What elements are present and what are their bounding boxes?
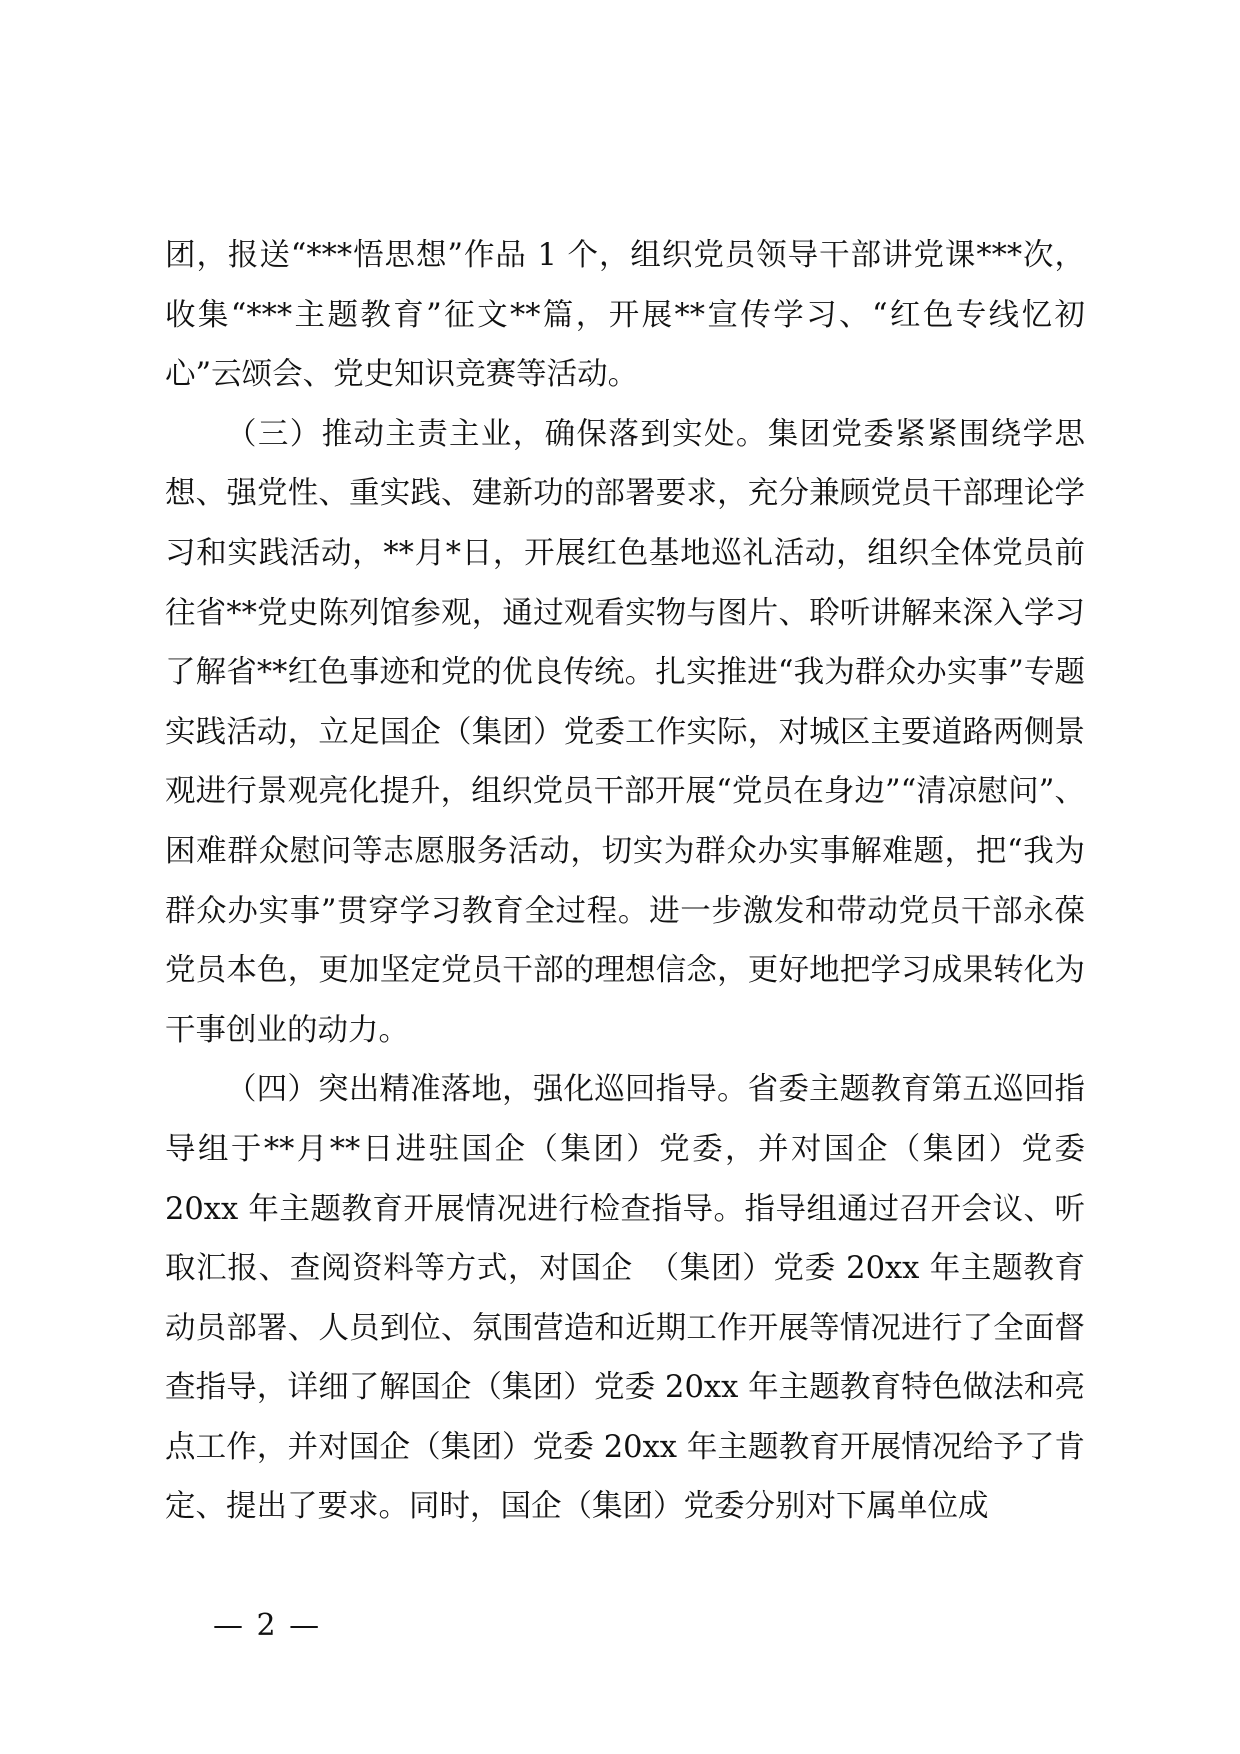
- page-number: — 2 —: [213, 1608, 322, 1643]
- paragraph-section-three: （三）推动主责主业，确保落到实处。集团党委紧紧围绕学思想、强党性、重实践、建新功的部署要求，充分兼顾党员干部理论学习和实践活动，**月*日，开展红色基地巡礼活动，组织全体党员前往省**党史陈列馆参观，通过观看实物与图片、聆听讲解来深入学习了解省**红色事迹和党的优良传统。扎实推进“我为群众办实事”专题实践活动，立足国企（集团）党委工作实际，对城区主要道路两侧景观进行景观亮化提升，组织党员干部开展“党员在身边”“清凉慰问”、困难群众慰问等志愿服务活动，切实为群众办实事解难题，把“我为群众办实事”贯穿学习教育全过程。进一步激发和带动党员干部永葆党员本色，更加坚定党员干部的理想信念，更好地把学习成果转化为干事创业的动力。: [165, 416, 1085, 1048]
- paragraph-section-four: （四）突出精准落地，强化巡回指导。省委主题教育第五巡回指导组于**月**日进驻国企（集团）党委，并对国企（集团）党委 20xx 年主题教育开展情况进行检查指导。指导组通过召开会议、听取汇报、查阅资料等方式，对国企 （集团）党委 20xx 年主题教育动员部署、人员到位、氛围营造和近期工作开展等情况进行了全面督查指导，详细了解国企（集团）党委 20xx 年主题教育特色做法和亮点工作，并对国企（集团）党委 20xx 年主题教育开展情况给予了肯定、提出了要求。同时，国企（集团）党委分别对下属单位成: [165, 1072, 1085, 1525]
- document-body: [165, 226, 1085, 1537]
- paragraph-continuation: 团，报送“***悟思想”作品 1 个，组织党员领导干部讲党课***次，收集“***主题教育”征文**篇，开展**宣传学习、“红色专线忆初心”云颂会、党史知识竞赛等活动。: [165, 238, 1085, 393]
